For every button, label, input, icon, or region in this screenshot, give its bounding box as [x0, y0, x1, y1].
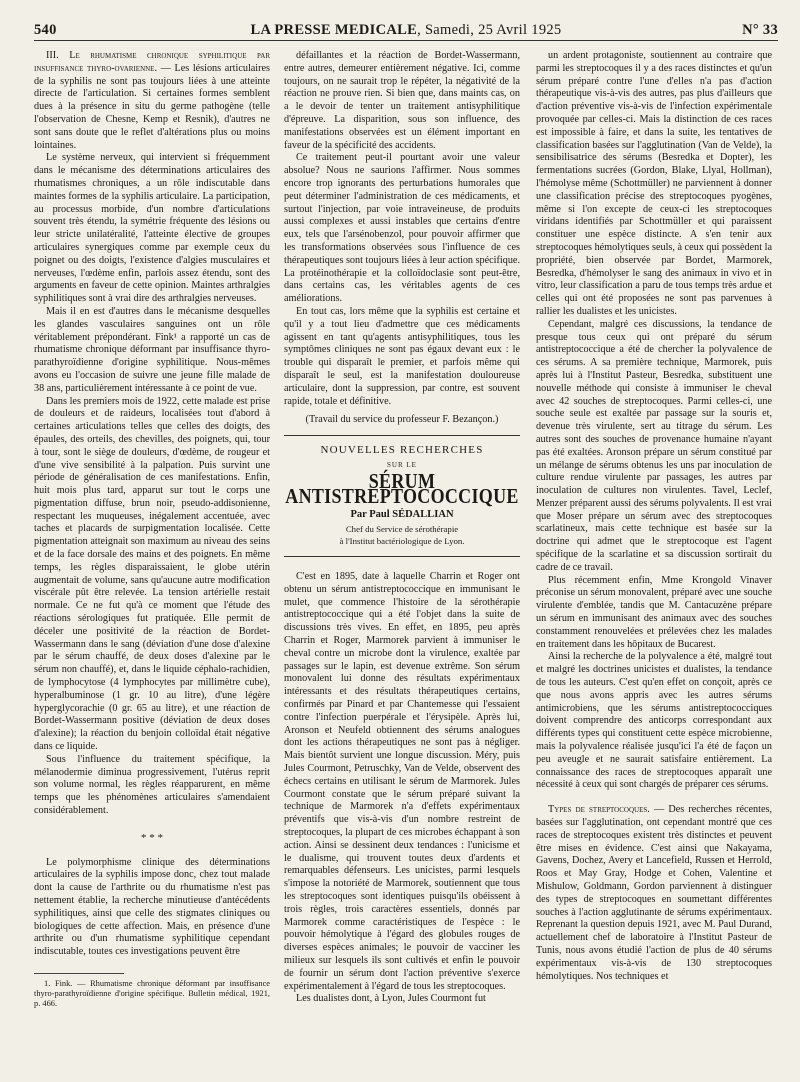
journal-page — [34, 10, 778, 1076]
article-kicker-small: SUR LE — [387, 460, 417, 469]
paragraph: un ardent protagoniste, soutiennent au contraire que parmi les streptocoques il y a des races distinctes et qu'un sérum préparé contre l'une d'elles n'a pas d'action thérapeutique vis-à-vis des autres, pas plus d'ailleurs que d'action préventive vis-à-vis de l'infection expérimentale provoquée par celles-ci. Mais la distinction de ces races est impossible à faire, et dans la suite, les tentatives de classification basées sur l'agglutination (Van de Velde), la sensibilisatrice des sérums (Besredka et Dopter), les fermentations sucrées (Gordon, Blake, Llyal, Hollman), l'hémolyse même (Schottmüller) ne parviennent à donner une classification précise des streptocoques pyogènes, même si l'on excepte de ceux-ci les streptocoques viridans identifiés par Schottmüller et qui paraissent constituer une espèce distincte. A s'en tenir aux streptocoques hémolytiques seuls, à ceux qui possèdent la propriété, bien observée par Bordet, Marmorek, Besredka, d'hémolyser le sang des animaux in vivo et in vitro, leur classification a paru de tous temps très ardue et celles qui ont été proposées ne sont pas parvenues à rallier les dualistes et les unicistes. — [536, 50, 772, 317]
paragraph: Plus récemment enfin, Mme Krongold Vinaver préconise un sérum monovalent, préparé avec une souche virulente d'emblée, tandis que M. Cantacuzène prépare un sérum en immunisant des animaux avec des souches constamment renouvelées et prélevées chez les malades en traitement dans les hôpitaux de Bucarest. — [536, 574, 772, 650]
journal-title — [34, 22, 778, 39]
paragraph: défaillantes et la réaction de Bordet-Wassermann, entre autres, demeurer entièrement négative. Ici, comme toujours, on ne saurait trop le répéter, la négativité de la réaction ne prouve rien. Si bien que, dans maints cas, on a le devoir de tenter un traitement antisyphilitique d'épreuve. La disparition, sous son influence, des manifestations observées est un élément important en faveur de la spécificité des accidents. — [284, 50, 520, 151]
paragraph: Dans les premiers mois de 1922, cette malade est prise de douleurs et de raideurs, localisées tout d'abord à certaines articulations telles que celles des doigts, des épaules, des orteils, des chevilles, des poignets, qui, tour à tour, sont le siège de douleurs, d'œdème, de rougeur et d'une vive sensibilité à la palpation. Puis survint une période de généralisation de ces manifestations. Enfin, huit mois plus tard, apparut sur tout le corps une pigmentation diffuse, brun noir, pseudo-addisonienne, respectant les muqueuses, inégalement accentuée, avec taches et placards de surpigmentation localisée. Cette pigmentation atteignait son maximum au niveau des seins et de la face dorsale des mains et des poignets. En même temps, les règles disparaissaient, le globe utérin augmentait de volume, sans qu'aucune autre modification viscérale pût être relevée. La tension artérielle restait normale. Ce ne fut qu'à ce moment que l'étude des réactions sérologiques fut pratiquée. Elle permit de déceler une positivité de la réaction de Bordet-Wassermann dans le sang (déviation d'une dose d'alexine par le sérum chauffé, de deux doses d'alexine par le sérum non chauffé), et, dans le liquide céphalo-rachidien, de lymphocytose (4 lymphocytes par millimètre cube), hyperalbuminose (1 gr. 10 au litre), d'une légère hyperglycorachie (0 gr. 65 au litre), et une réaction de Bordet-Wassermann positive (déviation de deux doses d'alexine); la réaction du benjoin colloïdal était négative dans ce liquide. — [34, 395, 270, 753]
column-1 — [34, 50, 270, 1074]
paragraph: Sous l'influence du traitement spécifique, la mélanodermie diminua progressivement, l'utérus reprit son volume normal, les règles réapparurent, en même temps que les phénomènes articulaires s'amendaient considérablement. — [34, 753, 270, 817]
article-title: SÉRUM ANTISTREPTOCOCCIQUE — [285, 469, 519, 507]
paragraph: Le polymorphisme clinique des déterminations articulaires de la syphilis impose donc, chez tout malade dont la cause de l'arthrite ou du rhumatisme n'est pas nettement établie, la recherche minutieuse d'antécédents syphilitiques, ainsi que celle des stigmates cliniques ou biologiques de cette affection. Mais, en présence d'une arthrite ou d'un rhumatisme syphilitique cependant indiscutable, toutes ces investigations peuvent être — [34, 856, 270, 958]
page-header — [34, 10, 778, 41]
paragraph: C'est en 1895, date à laquelle Charrin et Roger ont obtenu un sérum antistreptococcique en immunisant le mulet, que commence l'histoire de la sérothérapie antistreptococcique qui a été l'objet dans la suite de discussions très vives. En effet, en 1895, peu après Charrin et Roger, Marmorek parvient à immuniser le cheval contre un microbe dont la virulence, exaltée par passages sur le lapin, est devenue extrême. Son sérum monovalent lui donne des résultats expérimentaux intéressants et des résultats thérapeutiques certains, confirmés par Pinard et par Chantemesse qui l'essaient contre l'infection puerpérale et l'érysipèle. Après lui, Aronson et Neufeld obtiennent des sérums analogues dont les actions thérapeutiques ne sont pas à négliger. Mais bientôt survient une longue discussion. Méry, puis Jules Courmont, Petruschky, Van de Velde, observent des échecs certains en utilisant le sérum de Marmorek. Jules Courmont constate que le sérum préparé suivant la technique de Marmorek n'a d'effets expérimentaux préventifs que vis-à-vis d'un nombre restreint de streptocoques, la plupart de ces microbes échappant à son action. Ainsi se dessinent deux tendances : l'unicisme et le dualisme, qui trouvent toutes deux d'ardents et remarquables défenseurs. Les unicistes, parmi lesquels s'impose la notoriété de Marmorek, soutiennent que tous les streptocoques sont identiques puisqu'ils obéissent à trois règles, trois caractères essentiels, donnés par Marmorek comme caractéristiques de l'espèce : le pouvoir hémolytique à l'égard des globules rouges de diverses espèces animales; le pouvoir de vacciner les milieux sur lesquels ils sont cultivés et enfin le pouvoir de fournir un sérum dont l'action préventive s'exerce expérimentalement à l'égard de tous les streptocoques. — [284, 571, 520, 992]
paragraph: Les dualistes dont, à Lyon, Jules Courmont fut — [296, 993, 486, 1005]
column-2 — [284, 50, 520, 1074]
article-title-block — [284, 435, 520, 557]
footnote-rule — [34, 973, 124, 974]
author-affiliation-2: à l'Institut bactériologique de Lyon. — [339, 536, 465, 547]
issue-number: N° 33 — [742, 22, 778, 38]
paragraph: En tout cas, lors même que la syphilis est certaine et qu'il y a tout lieu d'admettre que ces médicaments agissent en tant qu'agents antisyphilitiques, tous les symptômes cliniques ne sont pas égaux devant eux : le trouble qui disparaît le premier, et parfois même qui disparaît le seul, est la manifestation douloureuse articulaire, dont la suppression, par contre, est souvent rapide, totale et définitive. — [284, 305, 520, 407]
paragraph-text: — Les lésions articulaires de la syphilis ne sont pas toujours liées à une atteinte directe de l'articulation. Si certaines formes semblent dues à la présence in situ du germe pathogène (telle l'observation de Chesne, Kemp et Resnik), d'autres ne sont sans doute que le reflet d'altérations plus ou moins lointaines. — [34, 62, 270, 151]
section-heading: Types de streptocoques. — [548, 804, 650, 816]
column-3 — [536, 50, 772, 1074]
paragraph — [34, 50, 270, 152]
paragraph — [536, 804, 772, 983]
paragraph: Cependant, malgré ces discussions, la tendance de presque tous ceux qui ont préparé du sérum antistreptococcique a été de chercher la polyvalence de ces sérums. A sa première technique, Marmorek, puis après lui à l'Institut Pasteur, Besredka, substituent une nouvelle méthode qui consiste à immuniser le cheval avec 42 souches de streptocoques. Parmi celles-ci, une souche seule est exaltée par passage sur la souris et, devenue très virulente, sert au titrage du sérum. Les autres sont des souches de provenance humaine n'ayant pas été exaltées. Aronson prépare un sérum constitué par un mélange de sérums obtenus les uns par inoculation de culture rendue virulente par passages, les autres par inoculation de cultures non virulentes. Tavel, Leclef, Menzer préparent aussi des sérums polyvalents. Il est vrai que Moser prépare un sérum avec des streptocoques scarlatineux, mais cette technique est basée sur la doctrine qui admet que le streptocoque est l'agent spécifique de la scarlatine et sa discussion sortirait du cadre de ce travail. — [536, 318, 772, 573]
paragraph-text: — Des recherches récentes, basées sur l'agglutination, ont cependant montré que ces races de streptocoques existent très distinctes et peuvent être mises en évidence. C'est ainsi que Nakayama, Gavens, Dochez, Avery et Lancefield, Russen et Herrold, Roos et May Gray, Hodge et Cohen, Valentine et Mishulow, Goldmann, Gordon parviennent à distinguer des types de streptocoques en soumettant différentes souches à l'action agglutinante de sérums expérimentaux. Reprenant la question depuis 1921, avec M. Paul Durand, actuellement chef de laboratoire à l'Institut Pasteur de Tunis, nous avons étudié l'action de plus de 40 sérums expérimentaux vis-à-vis de 130 streptocoques hémolytiques. Nos techniques et — [536, 804, 772, 982]
article-author: Par Paul SÉDALLIAN — [350, 509, 454, 521]
article-kicker: NOUVELLES RECHERCHES — [320, 444, 484, 457]
paragraph: Ainsi la recherche de la polyvalence a été, malgré tout et malgré les doctrines unicistes et dualistes, la tendance de tous les auteurs. C'est qu'en effet on conçoit, après ce que nous avons appris avec les autres sérums antimicrobiens, que les sérums antistreptococciques doivent comprendre des anticorps correspondant aux différents types qui constituent cette espèce microbienne, mais la polyvalence réalisée jusqu'ici l'a été de façon un peu aveugle et ne saurait satisfaire entièrement. La connaissance des races de streptocoques apparaît une nécessité à ceux qui sont chargés de préparer ces sérums. — [536, 651, 772, 791]
paragraph: Mais il en est d'autres dans le mécanisme desquelles les glandes vasculaires sanguines ont un rôle véritablement prépondérant. Fink¹ a rapporté un cas de rhumatisme chronique déformant par insuffisance thyro-parathyroïdienne d'origine syphilitique. Nous-mêmes avons eu l'occasion de suivre une jeune fille malade de 38 ans, particulièrement intéressante à ce point de vue. — [34, 305, 270, 394]
issue-date: , Samedi, 25 Avril 1925 — [417, 22, 562, 38]
section-heading: III. Le rhumatisme chronique syphilitique par insuffisance thyro-ovarienne. — [34, 50, 270, 74]
page-number: 540 — [34, 22, 57, 38]
service-credit: (Travail du service du professeur F. Bezançon.) — [305, 414, 499, 426]
author-affiliation-1: Chef du Service de sérothérapie — [345, 524, 459, 535]
footnote: 1. Fink. — Rhumatisme chronique déformant par insuffisance thyro-parathyroïdienne d'origine spécifique. Bulletin médical, 1921, p. 466. — [34, 978, 270, 1009]
journal-name: LA PRESSE MEDICALE — [250, 22, 418, 38]
section-separator: * * * — [141, 831, 163, 844]
paragraph: Ce traitement peut-il pourtant avoir une valeur absolue? Nous ne saurions l'affirmer. Nous sommes encore trop ignorants des perturbations humorales que peut déterminer l'administration de ces médicaments, et surtout l'injection, par voie intraveineuse, de produits aussi complexes et aussi instables que certains d'entre eux, tels que l'arsénobenzol, pour pouvoir affirmer que les transformations observées sous l'influence de ces thérapeutiques sont toujours liées à leur action spécifique. La protéinothérapie et la colloïdoclasie sont peut-être, dans certains cas, les véritables agents de ces améliorations. — [284, 152, 520, 305]
paragraph: Le système nerveux, qui intervient si fréquemment dans le mécanisme des déterminations articulaires des rhumatismes chroniques, a un rôle indiscutable dans maintes formes de la syphilis articulaire. La participation, au processus morbide, d'un nombre d'articulations souvent très étendu, la symétrie fréquente des lésions ou leur stricte unilatéralité, l'atteinte élective de groupes articulaires synergiques comme par exemple ceux du poignet ou des doigts, l'existence d'algies musculaires et nerveuses, l'œdème enfin, parlois assez étendu, sont des arguments en faveur de cette opinion. Maintes arthralgies syphilitiques sont à vrai dire des arthralgies nerveuses. — [34, 152, 270, 305]
